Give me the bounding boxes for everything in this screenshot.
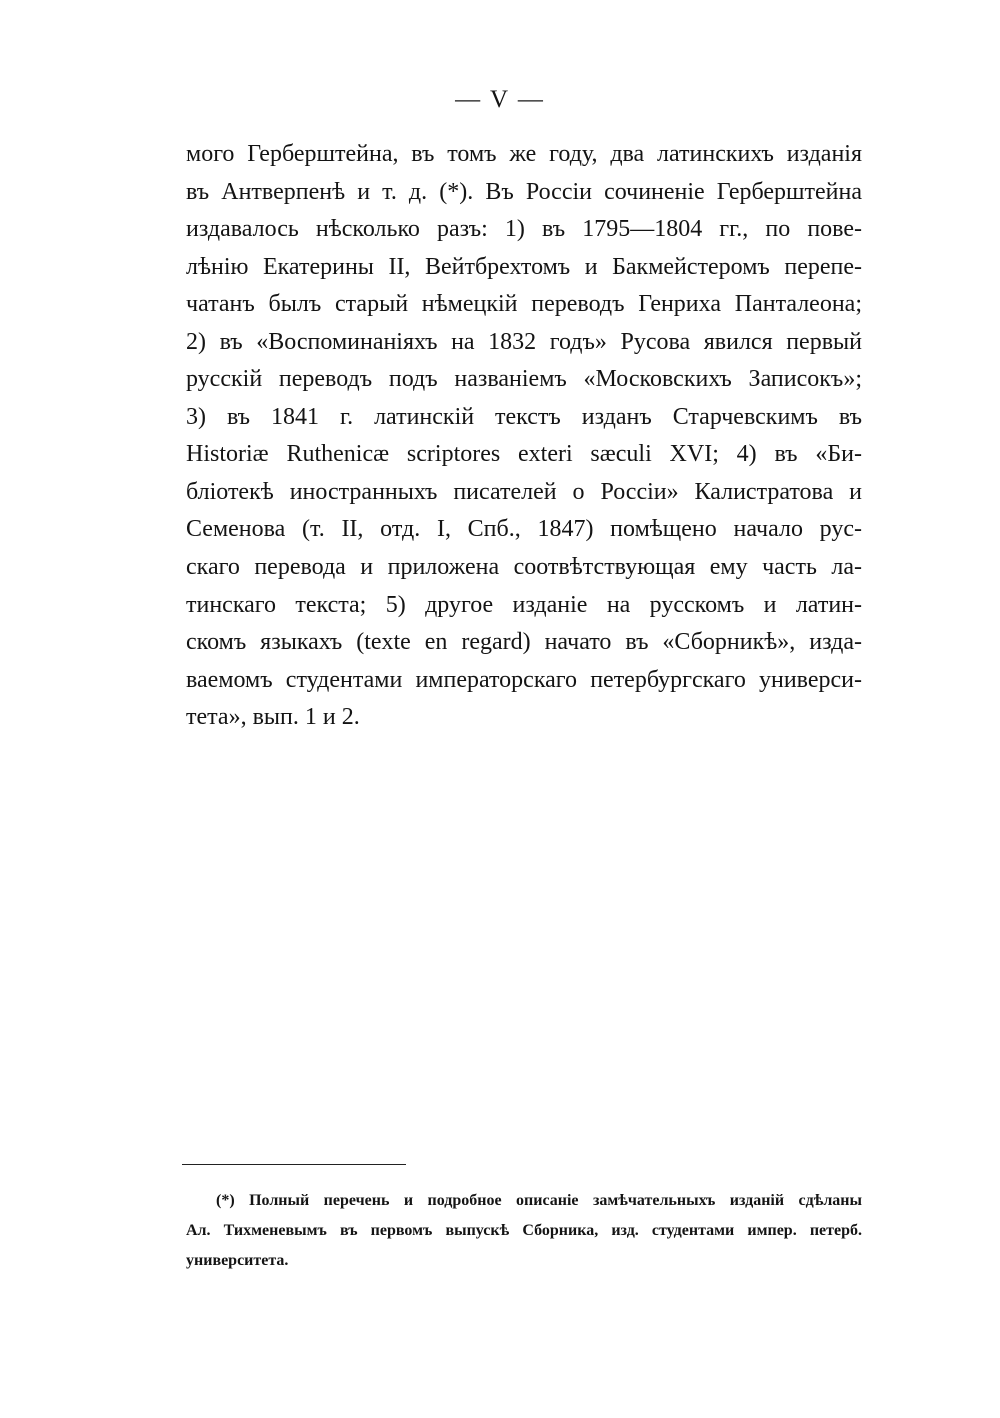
text-line: Семенова (т. II, отд. I, Спб., 1847) помѣщено начало рус- xyxy=(186,516,862,543)
text-line: въ Антверпенѣ и т. д. (*). Въ Россіи сочиненіе Герберштейна xyxy=(186,178,862,205)
main-text xyxy=(186,136,862,737)
text-line: скаго перевода и приложена соотвѣтствующая ему часть ла- xyxy=(186,554,862,581)
text-line: русскій переводъ подъ названіемъ «Московскихъ Записокъ»; xyxy=(186,366,862,393)
text-line: мого Герберштейна, въ томъ же году, два латинскихъ изданія xyxy=(186,141,862,167)
page-number-header: — V — xyxy=(455,86,545,113)
text-line: 3) въ 1841 г. латинскій текстъ изданъ Старчевскимъ въ xyxy=(186,403,862,430)
text-line: бліотекѣ иностранныхъ писателей о Россіи» Калистратова и xyxy=(186,478,862,505)
footnote xyxy=(186,1186,862,1276)
footnote-divider xyxy=(182,1164,406,1165)
text-line: Historiæ Ruthenicæ scriptores exteri sæculi XVI; 4) въ «Би- xyxy=(186,441,862,468)
text-line: лѣнію Екатерины II, Вейтбрехтомъ и Бакмейстеромъ перепе- xyxy=(186,253,862,280)
text-line: тинскаго текста; 5) другое изданіе на русскомъ и латин- xyxy=(186,591,862,618)
text-line: ваемомъ студентами императорскаго петербургскаго универси- xyxy=(186,666,862,693)
text-line: скомъ языкахъ (texte en regard) начато въ «Сборникѣ», изда- xyxy=(186,629,862,656)
footnote-line: (*) Полный перечень и подробное описаніе замѣчательныхъ изданій сдѣланы xyxy=(216,1192,862,1209)
text-line: 2) въ «Воспоминаніяхъ на 1832 годъ» Русова явился первый xyxy=(186,328,862,355)
text-line: чатанъ былъ старый нѣмецкій переводъ Генриха Панталеона; xyxy=(186,291,862,318)
footnote-line: Ал. Тихменевымъ въ первомъ выпускѣ Сборника, изд. студентами импер. петерб. xyxy=(186,1222,862,1239)
text-line: тета», вып. 1 и 2. xyxy=(186,704,360,731)
text-line: издавалось нѣсколько разъ: 1) въ 1795—1804 гг., по пове- xyxy=(186,216,862,243)
footnote-line: университета. xyxy=(186,1252,289,1269)
